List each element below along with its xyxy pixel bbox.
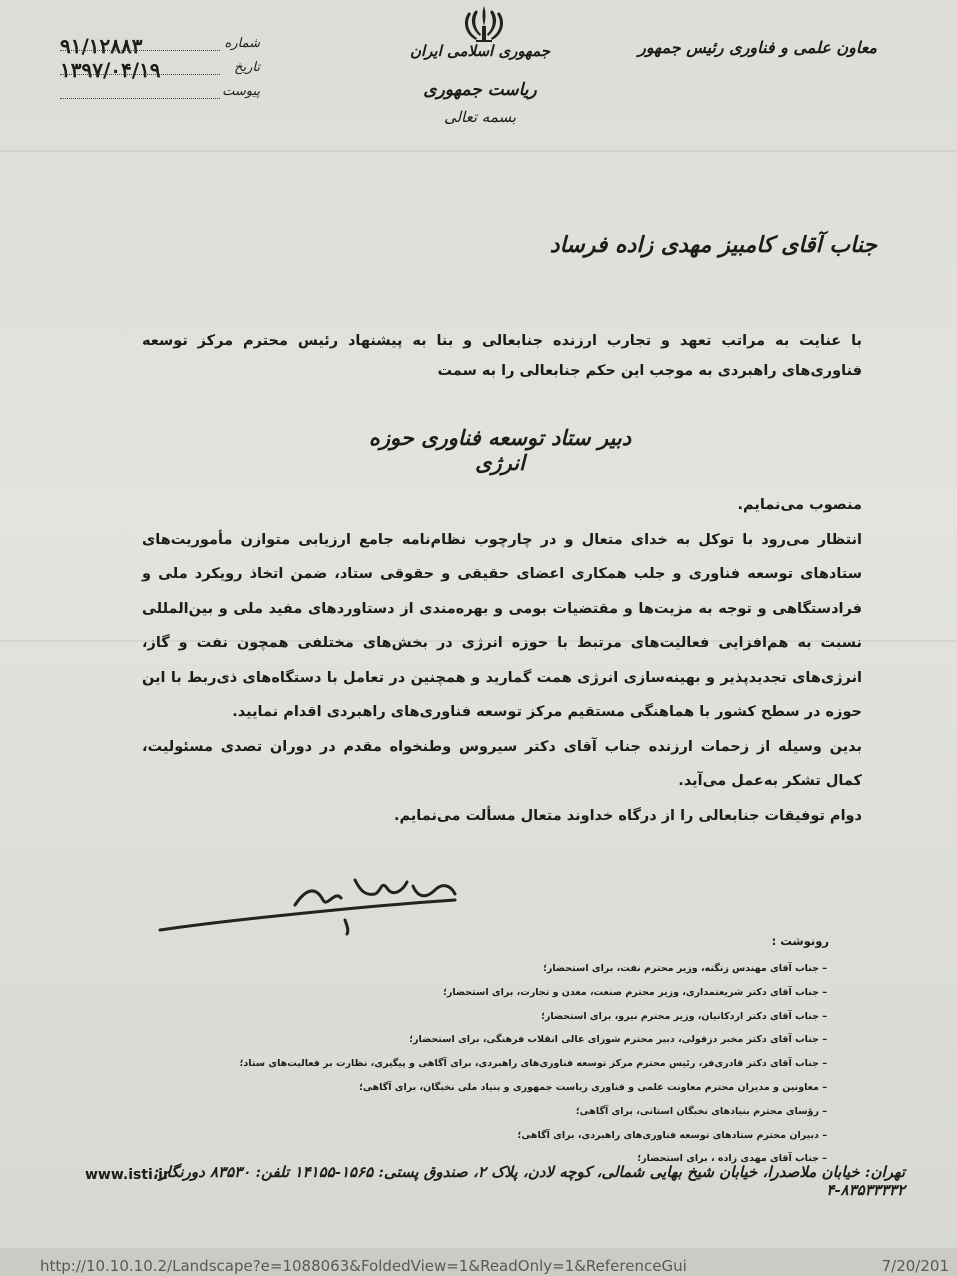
cc-item: – جناب آقای دکتر قادری‌فر، رئیس محترم مرکز توسعه فناوری‌های راهبردی، برای آگاهی و پیگیری، نظارت بر فعالیت‌های ستاد؛ <box>407 1052 827 1076</box>
presidency-title: ریاست جمهوری <box>423 80 537 100</box>
number-label: شماره <box>224 36 260 51</box>
attachment-row <box>60 82 260 106</box>
print-url: http://10.10.10.2/Landscape?e=1088063&FoldedView=1&ReadOnly=1&ReferenceGui <box>40 1257 687 1275</box>
letterhead-center <box>400 42 560 126</box>
intro-paragraph: با عنایت به مراتب تعهد و تجارب ارزنده جنابعالی و بنا به پیشنهاد رئیس محترم مرکز توسعه فناوری‌های راهبردی به موجب این حکم جنابعالی را به سمت <box>142 333 862 379</box>
paper-fold <box>0 150 957 152</box>
number-row <box>60 34 260 58</box>
iran-emblem-icon <box>456 4 512 44</box>
print-date: 7/20/201 <box>881 1257 949 1275</box>
cc-item: – جناب آقای دکتر مخبر دزفولی، دبیر محترم شورای عالی انقلاب فرهنگی، برای استحضار؛ <box>407 1028 827 1052</box>
print-url-strip <box>0 1248 957 1276</box>
letter-footer <box>85 1163 905 1203</box>
country-name: جمهوری اسلامی ایران <box>409 42 551 60</box>
cc-item: – جناب آقای مهندس زنگنه، وزیر محترم نفت، برای استحضار؛ <box>407 957 827 981</box>
letter-number: ۹۱/۱۲۸۸۳ <box>60 34 143 58</box>
signature-image <box>155 860 475 950</box>
attachment-label: پیوست <box>222 84 260 99</box>
letter-meta <box>60 34 260 106</box>
cc-item: – رؤسای محترم بنیادهای نخبگان استانی، برای آگاهی؛ <box>407 1100 827 1124</box>
dotted-line <box>60 50 220 51</box>
cc-item: – معاونین و مدیران محترم معاونت علمی و فناوری ریاست جمهوری و بنیاد ملی نخبگان، برای آگاهی؛ <box>407 1076 827 1100</box>
cc-item: – دبیران محترم ستادهای توسعه فناوری‌های راهبردی، برای آگاهی؛ <box>407 1124 827 1148</box>
invocation: بسمه تعالی <box>443 108 517 126</box>
closing-paragraph: دوام توفیقات جنابعالی را از درگاه خداوند متعال مسألت می‌نمایم. <box>393 807 862 824</box>
body-paragraph: انتظار می‌رود با توکل به خدای متعال و در چارچوب نظام‌نامه جامع ارزیابی متوازن مأموریت‌های ستادهای توسعه فناوری و جلب همکاری اعضای حقیقی و حقوقی ستاد، ضمن اتخاذ رویکرد ملی و فرادستگاهی و توجه به مزیت‌ها و مقتضیات بومی و بهره‌مندی از دستاوردهای مفید ملی و بین‌المللی نسبت به هم‌افزایی فعالیت‌های مرتبط با حوزه انرژی در بخش‌های مختلفی همچون نفت و گاز، انرژی‌های تجدیدپذیر و بهینه‌سازی انرژی همت گمارید و همچنین در تعامل با دستگاه‌های ذی‌ربط با این حوزه در سطح کشور با هماهنگی مستقیم مرکز توسعه فناوری‌های راهبردی اقدام نمایید. <box>142 531 862 720</box>
cc-list <box>239 957 827 1171</box>
cc-title: رونوشت : <box>771 934 829 948</box>
appointment-line: منصوب می‌نمایم. <box>737 497 862 513</box>
dotted-line <box>60 98 220 99</box>
cc-item: – جناب آقای دکتر اردکانیان، وزیر محترم نیرو، برای استحضار؛ <box>407 1005 827 1029</box>
date-row <box>60 58 260 82</box>
footer-address: تهران: خیابان ملاصدرا، خیابان شیخ بهایی شمالی، کوچه لادن، پلاک ۲، صندوق پستی: ۱۵۶۵-۱۴۱۵۵ تلفن: ۸۳۵۳۰ دورنگار: ۸۳۵۳۳۳۳۲-۴ <box>153 1163 905 1199</box>
body-paragraph: بدین وسیله از زحمات ارزنده جناب آقای دکتر سیروس وطنخواه مقدم در دوران تصدی مسئولیت، کمال تشکر به‌عمل می‌آید. <box>142 738 862 789</box>
addressee: جناب آقای کامبیز مهدی زاده فرساد <box>549 232 877 258</box>
position-title: دبیر ستاد توسعه فناوری حوزه انرژی <box>368 425 632 475</box>
date-label: تاریخ <box>234 60 260 75</box>
dotted-line <box>60 74 220 75</box>
letter-body <box>142 488 862 833</box>
footer-website-link[interactable]: www.isti.ir <box>85 1167 170 1183</box>
cc-item: – جناب آقای مهدی زاده ، برای استحضار؛ <box>407 1147 827 1171</box>
cc-item: – جناب آقای دکتر شریعتمداری، وزیر محترم صنعت، معدن و تجارت، برای استحضار؛ <box>407 981 827 1005</box>
letter-date: ۱۳۹۷/۰۴/۱۹ <box>60 58 161 82</box>
issuer-title: معاون علمی و فناوری رئیس جمهور <box>638 38 877 57</box>
